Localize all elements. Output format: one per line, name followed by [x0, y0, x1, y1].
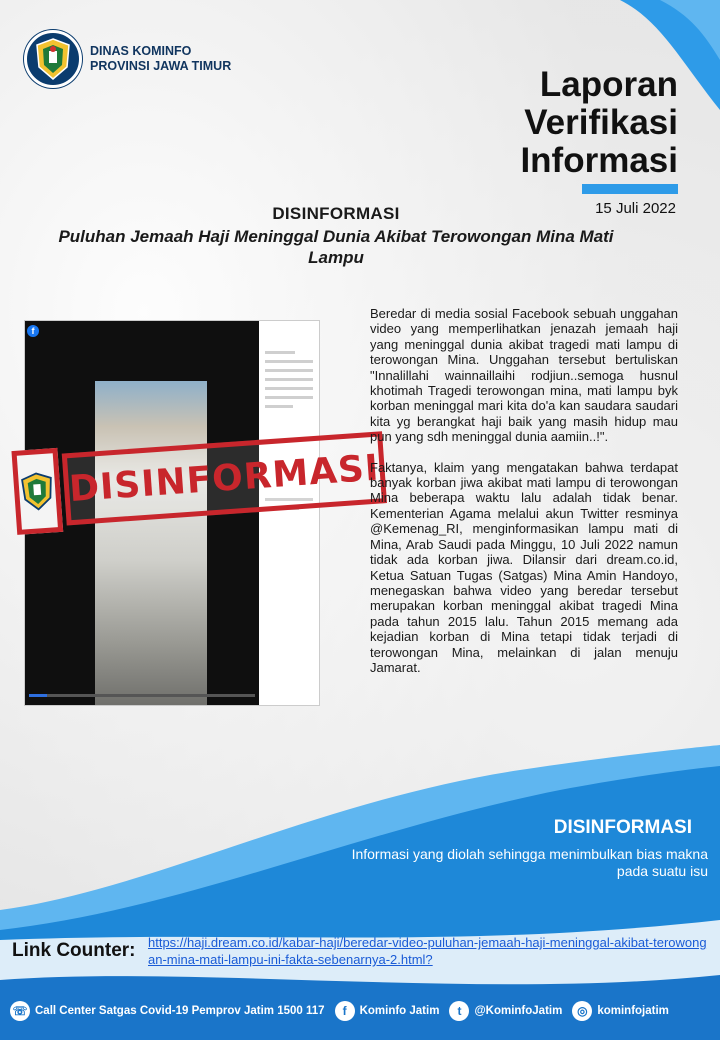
facebook-handle: Kominfo Jatim	[359, 1005, 440, 1017]
facebook-icon: f	[27, 325, 39, 337]
facebook-icon: f	[335, 1001, 355, 1021]
video-progress-bar	[29, 694, 255, 697]
instagram-icon: ◎	[572, 1001, 592, 1021]
stamp-emblem-icon	[11, 448, 63, 535]
org-name-line1: DINAS KOMINFO	[90, 44, 192, 58]
report-title	[520, 66, 678, 180]
org-header	[24, 30, 231, 88]
headline	[40, 204, 632, 268]
org-name	[90, 44, 231, 74]
definition-title: DISINFORMASI	[553, 817, 692, 838]
title-accent-bar	[582, 184, 678, 194]
headline-label: DISINFORMASI	[272, 204, 400, 223]
twitter-handle: @KominfoJatim	[474, 1005, 563, 1017]
report-date: 15 Juli 2022	[595, 200, 676, 217]
article-body	[370, 306, 678, 675]
link-counter-url[interactable]: https://haji.dream.co.id/kabar-haji/beredar-video-puluhan-jemaah-haji-meninggal-akibat-terowongan-mina-mati-lampu-ini-fakta-sebenarnya-2.html?	[148, 935, 707, 967]
footer-twitter[interactable]	[449, 1001, 562, 1021]
stamp-text: DISINFORMASI	[62, 431, 387, 525]
report-title-line2: Verifikasi	[524, 103, 678, 142]
definition-text: Informasi yang diolah sehingga menimbulkan bias makna pada suatu isu	[351, 846, 708, 879]
instagram-handle: kominfojatim	[597, 1005, 669, 1017]
report-title-line3: Informasi	[520, 141, 678, 180]
video-frame-image	[95, 381, 207, 706]
twitter-icon: t	[449, 1001, 469, 1021]
jatim-emblem-icon	[24, 30, 82, 88]
link-counter-label: Link Counter:	[12, 940, 136, 961]
article-paragraph-1: Beredar di media sosial Facebook sebuah unggahan video yang memperlihatkan jenazah jemaah haji yang meninggal dunia akibat tragedi mati lampu di terowongan Mina. Unggahan tersebut bertuliskan "Innalillahi wainnaillaihi rodjiun..semoga husnul khotimah Tragedi terowongan mina, mati lampu byk korban meninggal mari kita do'a kan saudara saudari kita yg berangkat haji baik yang masih hidup mau pun yang sdh meninggal dunia aamiin..!".	[370, 306, 678, 445]
headline-title: Puluhan Jemaah Haji Meninggal Dunia Akibat Terowongan Mina Mati Lampu	[58, 227, 614, 267]
footer-bar	[0, 982, 720, 1040]
phone-icon: ☏	[10, 1001, 30, 1021]
footer-facebook[interactable]	[335, 1001, 440, 1021]
article-paragraph-2: Faktanya, klaim yang mengatakan bahwa terdapat banyak korban jiwa akibat mati lampu di terowongan Mina beberapa waktu lalu adalah tidak benar. Kementerian Agama melalui akun Twitter resminya @Kemenag_RI, menginformasikan lampu mati di Mina, Arab Saudi pada Minggu, 10 Juli 2022 namun tidak ada korban jiwa. Dilansir dari dream.co.id, Ketua Satuan Tugas (Satgas) Mina Amin Handoyo, menegaskan bahwa video yang beredar tersebut merupakan korban meninggal akibat tragedi Mina pada tahun 2015 lalu. Tahun 2015 memang ada kejadian korban di Mina tetapi tidak terjadi di terowongan Mina, melainkan di jalan menuju Jamarat.	[370, 459, 678, 675]
call-center-text: Call Center Satgas Covid-19 Pemprov Jatim 1500 117	[35, 1005, 325, 1017]
footer-instagram[interactable]	[572, 1001, 669, 1021]
report-title-line1: Laporan	[539, 65, 678, 104]
footer-call-center	[10, 1001, 325, 1021]
org-name-line2: PROVINSI JAWA TIMUR	[90, 59, 232, 73]
